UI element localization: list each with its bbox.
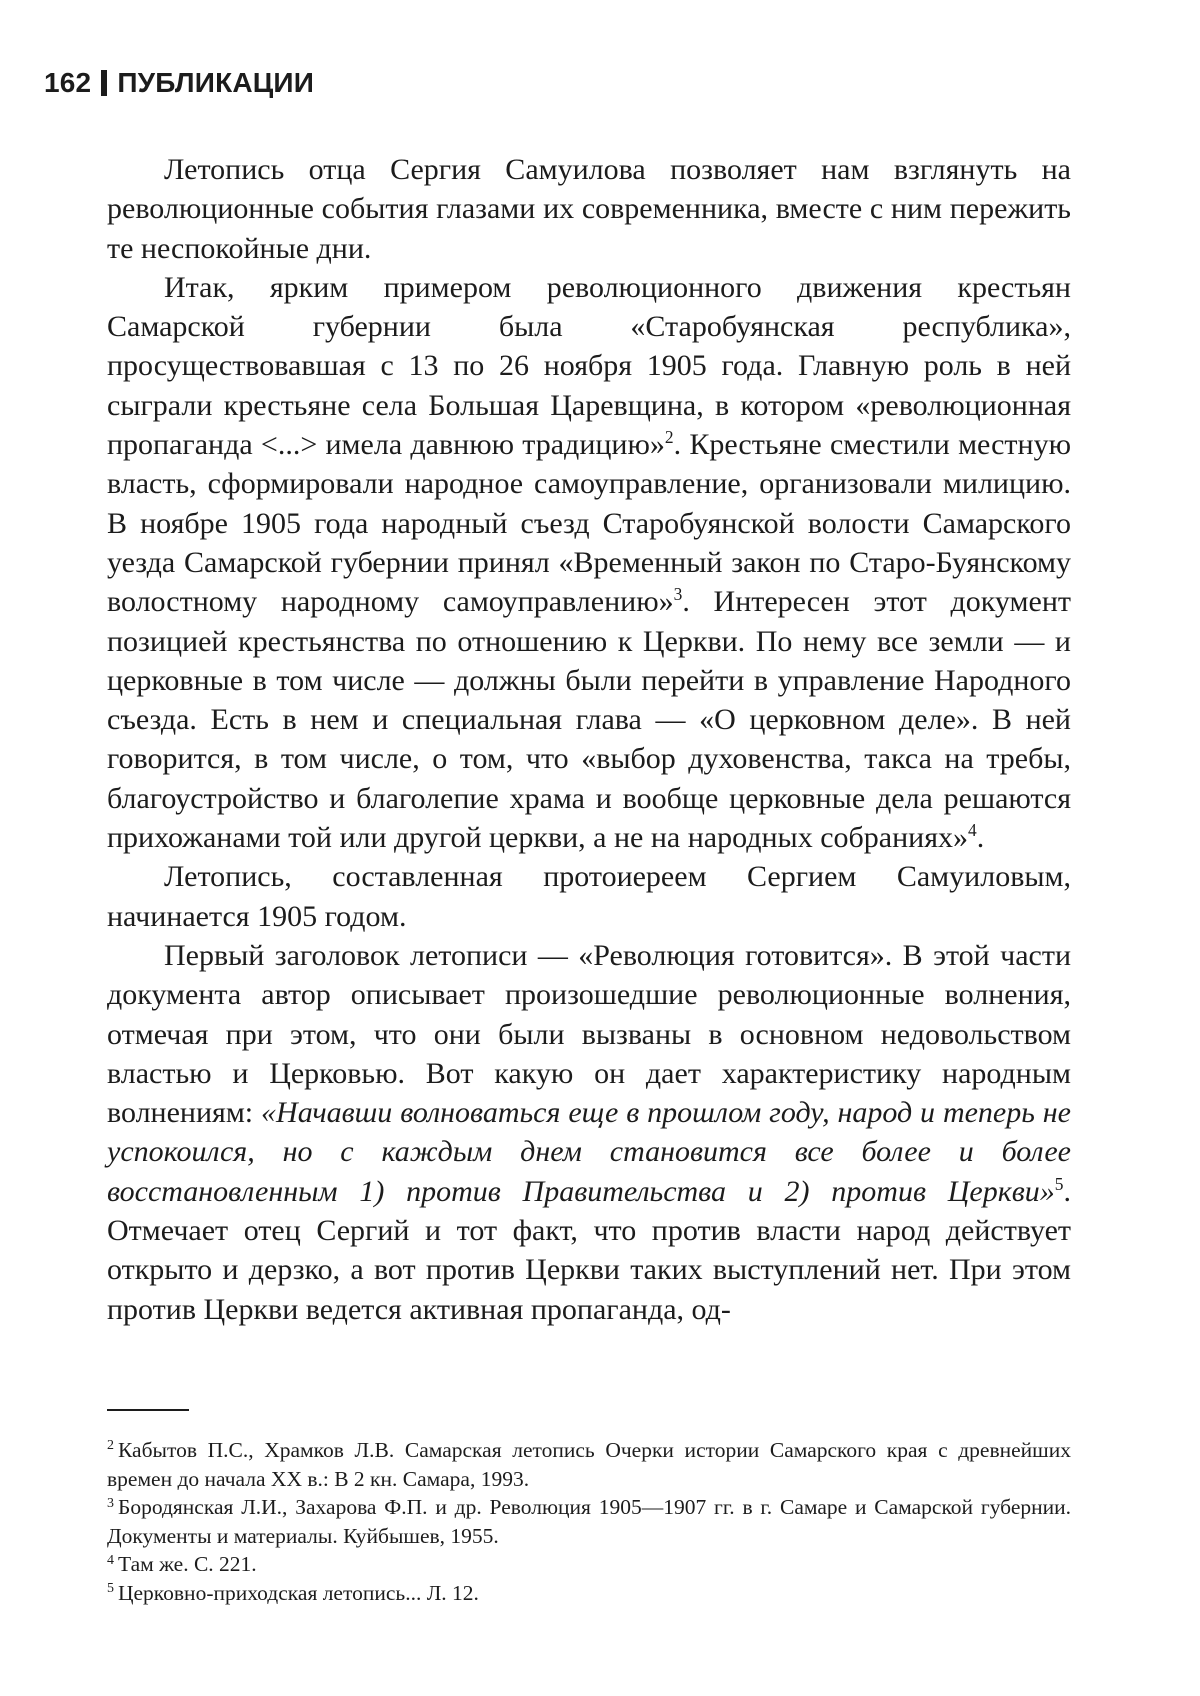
main-text	[107, 150, 1071, 1329]
header-separator	[101, 70, 107, 96]
footnote-item	[107, 1579, 1071, 1608]
quote-italic: «Начавши волноваться еще в прошлом году, народ и теперь не успокоился, но с каждым днем становится все более и более восстановленным 1) против Правительства и 2) против Церкви»	[107, 1096, 1071, 1208]
footnote-item	[107, 1436, 1071, 1493]
paragraph-2	[107, 268, 1071, 857]
footnote-text: Там же. С. 221.	[117, 1552, 257, 1577]
footnote-item	[107, 1493, 1071, 1550]
footnote-text: Бородянская Л.И., Захарова Ф.П. и др. Революция 1905—1907 гг. в г. Самаре и Самарской губернии. Документы и материалы. Куйбышев, 1955.	[107, 1495, 1071, 1548]
running-header	[44, 66, 314, 100]
footnotes	[107, 1436, 1071, 1608]
footnote-number: 2	[107, 1438, 114, 1454]
footnote-ref-5[interactable]: 5	[1054, 1173, 1064, 1194]
footnote-item	[107, 1550, 1071, 1579]
footnote-separator	[107, 1409, 189, 1411]
footnote-ref-2[interactable]: 2	[664, 427, 674, 448]
paragraph-1: Летопись отца Сергия Самуилова позволяет нам взглянуть на революционные события глазами их современника, вместе с ним пережить те неспокойные дни.	[107, 153, 1071, 265]
section-title: ПУБЛИКАЦИИ	[117, 67, 315, 98]
footnote-text: Церковно-приходская летопись... Л. 12.	[117, 1580, 479, 1605]
footnote-text: Кабытов П.С., Храмков Л.В. Самарская летопись Очерки истории Самарского края с древнейших времен до начала XX в.: В 2 кн. Самара, 1993.	[107, 1438, 1071, 1491]
footnote-number: 3	[107, 1495, 114, 1511]
paragraph-2-part-c: . Интересен этот документ позицией крестьянства по отношению к Церкви. По нему все земли — и церковные в том числе — должны были перейти в управление Народного съезда. Есть в нем и специальная глава — «О церковном деле». В ней говорится, в том числе, о том, что «выбор духовенства, такса на требы, благоустройство и благолепие храма и вообще церковные дела решаются прихожанами той или другой церкви, а не на народных собраниях»	[107, 585, 1071, 855]
paragraph-4	[107, 936, 1071, 1329]
paragraph-3: Летопись, составленная протоиереем Сергием Самуиловым, начинается 1905 годом.	[107, 860, 1071, 933]
paragraph-4-part-a: Первый заголовок летописи — «Революция готовится». В этой части документа автор описывает произошедшие революционные волнения, отмечая при этом, что они были вызваны в основном недовольством властью и Церковью. Вот какую он дает характеристику народным волнениям:	[107, 938, 1071, 1130]
footnote-ref-3[interactable]: 3	[673, 584, 683, 605]
paragraph-2-part-a: Итак, ярким примером революционного движения крестьян Самарской губернии была «Старобуянская республика», просуществовавшая с 13 по 26 ноября 1905 года. Главную роль в ней сыграли крестьяне села Большая Царевщина, в котором «революционная пропаганда <...> имела давнюю традицию»	[107, 270, 1071, 462]
page-number: 162	[44, 67, 92, 98]
footnote-number: 5	[107, 1581, 114, 1597]
paragraph-2-part-d: .	[976, 821, 985, 855]
paragraph-2-part-b: . Крестьяне сместили местную власть, сформировали народное самоуправление, организовали милицию. В ноябре 1905 года народный съезд Старобуянской волости Самарского уезда Самарской губернии принял «Временный закон по Старо-Буянскому волостному народному самоуправлению»	[107, 428, 1072, 619]
paragraph-4-part-b: . Отмечает отец Сергий и тот факт, что против власти народ действует открыто и дерзко, а вот против Церкви таких выступлений нет. При этом против Церкви ведется активная пропаганда, од-	[107, 1174, 1071, 1326]
footnote-ref-4[interactable]: 4	[968, 820, 977, 841]
footnote-number: 4	[107, 1552, 114, 1568]
